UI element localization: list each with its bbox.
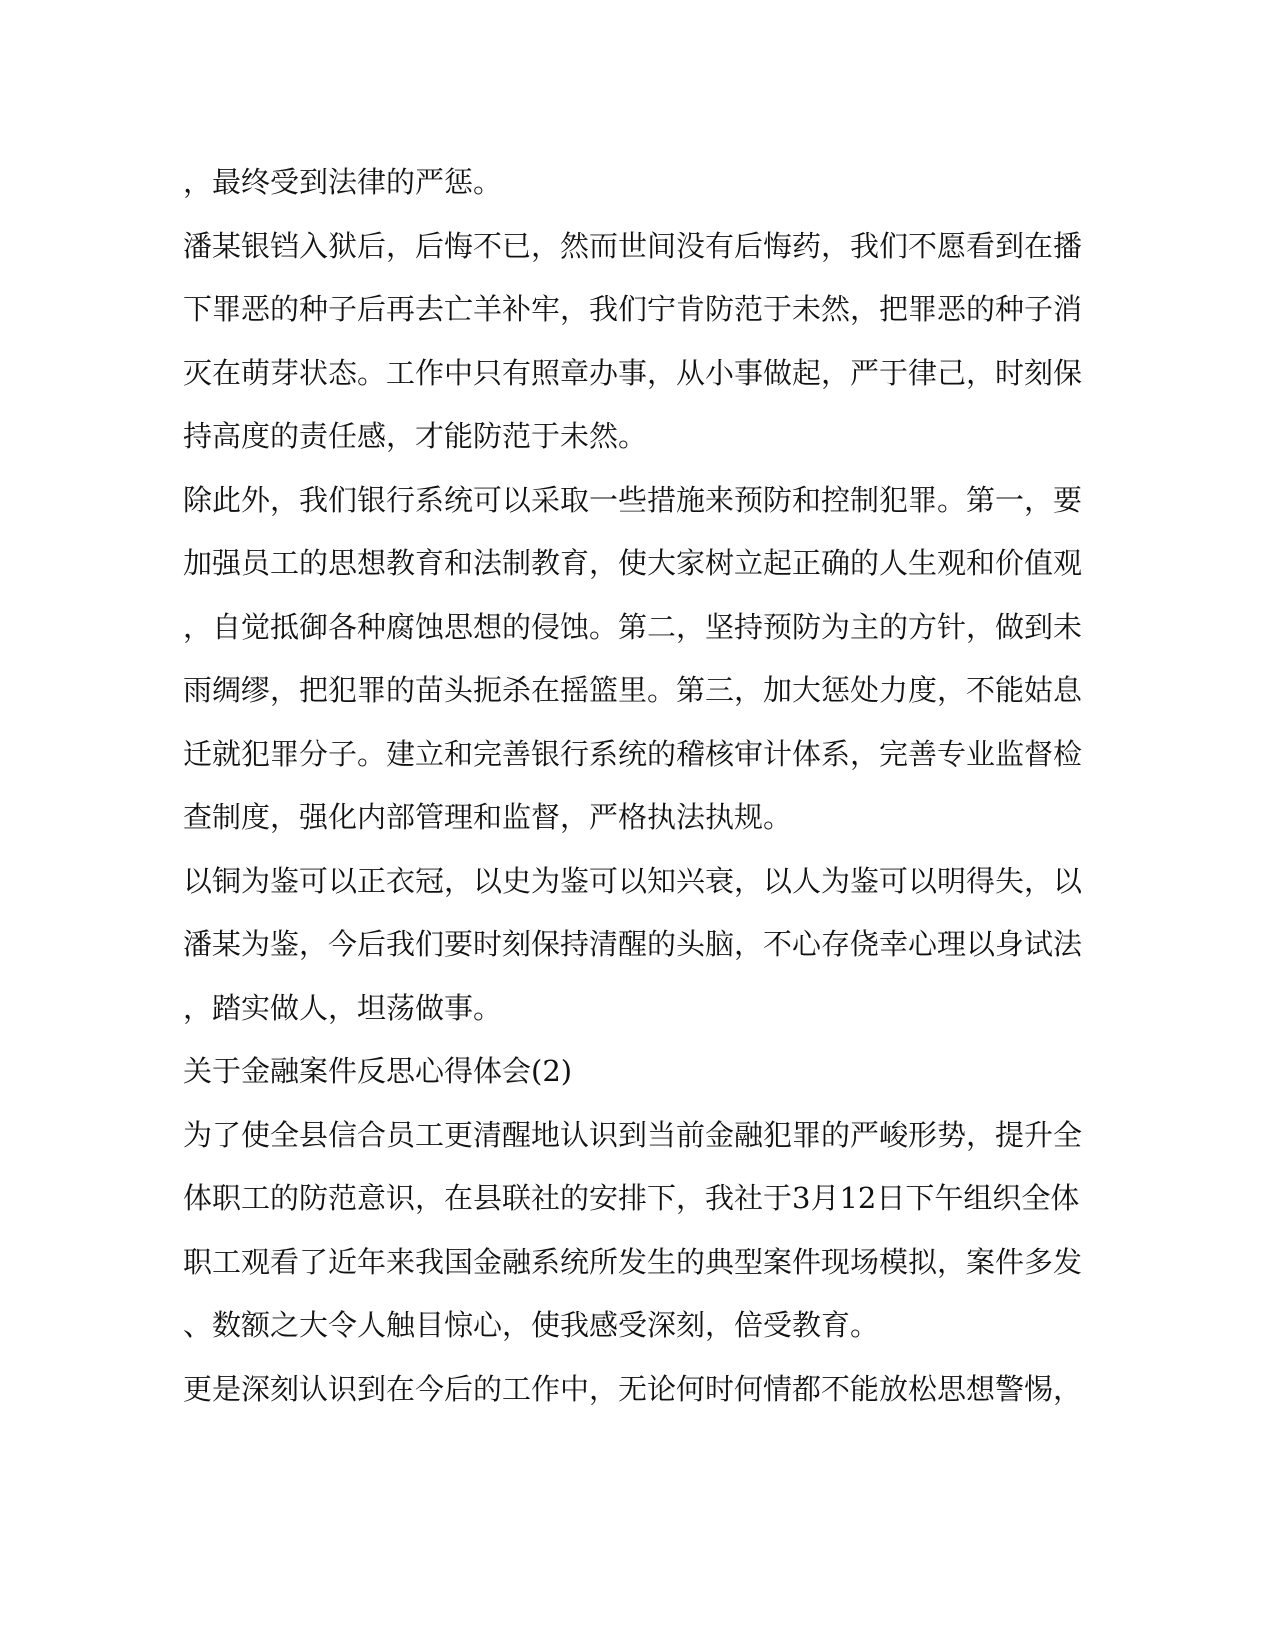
text-line: ，最终受到法律的严惩。 (183, 165, 503, 199)
text-line: 除此外，我们银行系统可以采取一些措施来预防和控制犯罪。第一，要 (183, 482, 1083, 517)
text-line: 为了使全县信合员工更清醒地认识到当前金融犯罪的严峻形势，提升全 (183, 1117, 1083, 1152)
text-line: 持高度的责任感，才能防范于未然。 (183, 419, 648, 453)
text-line: 灭在萌芽状态。工作中只有照章办事，从小事做起，严于律己，时刻保 (183, 355, 1083, 390)
text-line: 雨绸缪，把犯罪的苗头扼杀在摇篮里。第三，加大惩处力度，不能姑息 (183, 673, 1083, 707)
text-line: 更是深刻认识到在今后的工作中，无论何时何情都不能放松思想警惕， (183, 1371, 1083, 1406)
text-line: 加强员工的思想教育和法制教育，使大家树立起正确的人生观和价值观 (183, 546, 1083, 580)
text-line: 以铜为鉴可以正衣冠，以史为鉴可以知兴衰，以人为鉴可以明得失，以 (183, 863, 1083, 898)
text-line: 职工观看了近年来我国金融系统所发生的典型案件现场模拟，案件多发 (183, 1244, 1083, 1279)
text-line: 查制度，强化内部管理和监督，严格执法执规。 (183, 800, 793, 834)
section-heading: 关于金融案件反思心得体会(2) (183, 1054, 573, 1088)
text-line: 潘某为鉴，今后我们要时刻保持清醒的头脑，不心存侥幸心理以身试法 (183, 927, 1083, 961)
body-text (183, 164, 1083, 1434)
text-line: 体职工的防范意识，在县联社的安排下，我社于3月12日下午组织全体 (183, 1181, 1080, 1215)
text-line: 、数额之大令人触目惊心，使我感受深刻，倍受教育。 (183, 1308, 880, 1342)
text-line: ，踏实做人，坦荡做事。 (183, 990, 503, 1025)
text-line: 潘某银铛入狱后，后悔不已，然而世间没有后悔药，我们不愿看到在播 (183, 228, 1083, 263)
text-line: ，自觉抵御各种腐蚀思想的侵蚀。第二，坚持预防为主的方针，做到未 (183, 609, 1083, 644)
text-line: 迁就犯罪分子。建立和完善银行系统的稽核审计体系，完善专业监督检 (183, 736, 1083, 771)
text-line: 下罪恶的种子后再去亡羊补牢，我们宁肯防范于未然，把罪恶的种子消 (183, 292, 1083, 326)
